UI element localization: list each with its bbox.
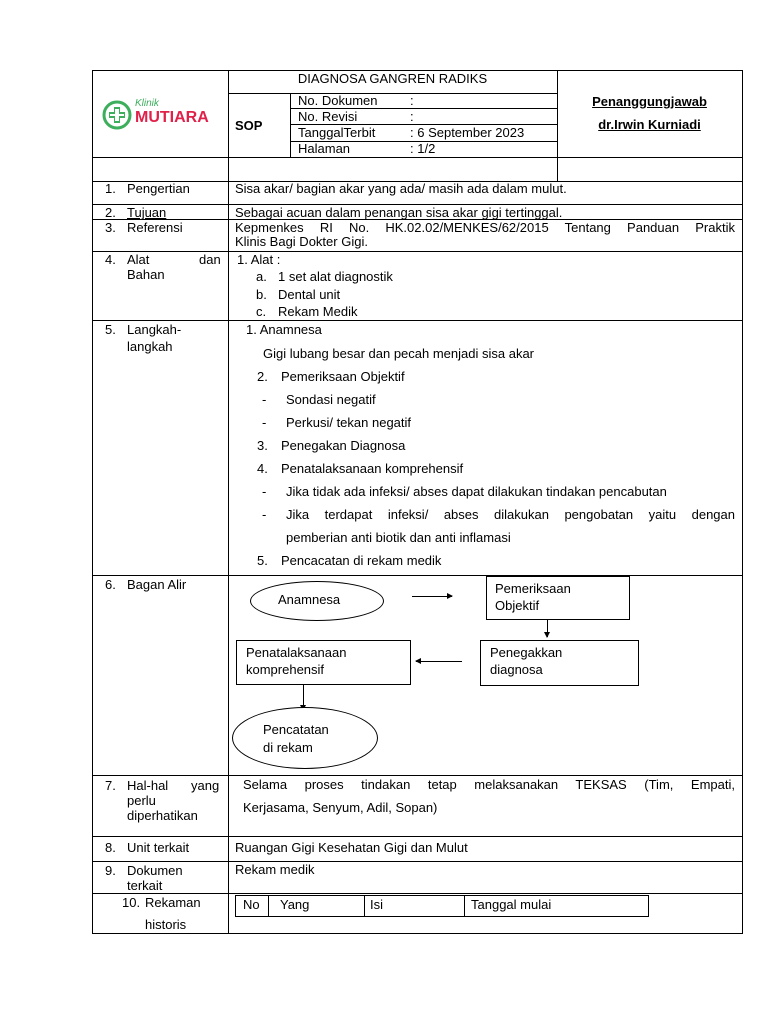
alat-item: 1 set alat diagnostik xyxy=(278,269,393,284)
flow-node-label: Pencatatan xyxy=(263,722,329,737)
row-label-diperhatikan: diperhatikan xyxy=(127,808,198,823)
step-marker: 5. xyxy=(257,553,268,568)
responsible-title: Penanggungjawab xyxy=(592,94,707,109)
pengertian-text: Sisa akar/ bagian akar yang ada/ masih ada dalam mulut. xyxy=(235,181,567,196)
step-subitem: Sondasi negatif xyxy=(286,392,376,407)
row-label-tujuan: Tujuan xyxy=(127,205,167,220)
meta-label-dokumen: No. Dokumen xyxy=(298,93,378,108)
step-bullet: - xyxy=(262,507,267,522)
flow-arrow-left xyxy=(416,661,462,662)
step-anamnesa: 1. Anamnesa xyxy=(246,322,322,337)
row-label-referensi: Referensi xyxy=(127,220,183,235)
hal-line-1: Selama proses tindakan tetap melaksanakan TEKSAS (Tim, Empati, xyxy=(243,777,735,792)
referensi-line-1: Kepmenkes RI No. HK.02.02/MENKES/62/2015 Tentang Panduan Praktik xyxy=(235,220,735,235)
step-subitem: Jika tidak ada infeksi/ abses dapat dilakukan tindakan pencabutan xyxy=(286,484,667,499)
tooth-cross-icon xyxy=(102,100,132,130)
flow-node-label: di rekam xyxy=(263,740,313,755)
sop-label: SOP xyxy=(235,118,263,133)
row-label-hal: Hal-hal xyxy=(127,778,169,793)
row-label-yang: yang xyxy=(191,778,220,793)
step-marker: 2. xyxy=(257,369,268,384)
alat-item: Dental unit xyxy=(278,287,341,302)
history-table xyxy=(235,895,649,917)
step-pencacatan: Pencacatan di rekam medik xyxy=(281,553,442,568)
step-pemeriksaan: Pemeriksaan Objektif xyxy=(281,369,405,384)
document-title: DIAGNOSA GANGREN RADIKS xyxy=(297,71,488,86)
step-subitem-line-1: Jika terdapat infeksi/ abses dilakukan pengobatan yaitu dengan xyxy=(286,507,735,522)
row-number: 10. xyxy=(122,895,141,910)
row-label-bagan: Bagan Alir xyxy=(127,577,187,592)
flow-node-pencatatan xyxy=(232,707,378,769)
logo-mutiara-text: MUTIARA xyxy=(135,109,209,126)
alat-item: Rekam Medik xyxy=(278,304,358,319)
row-label-rekaman: Rekaman xyxy=(145,895,201,910)
meta-label-halaman: Halaman xyxy=(298,141,351,156)
meta-label-revisi: No. Revisi xyxy=(298,109,358,124)
row-label-langkah: Langkah- xyxy=(127,322,182,337)
row-label-dokumen: Dokumen xyxy=(127,863,183,878)
row-label-alat: Alat xyxy=(127,252,150,267)
step-bullet: - xyxy=(262,415,267,430)
history-col-header: Isi xyxy=(370,897,383,912)
flow-arrow-right xyxy=(412,596,452,597)
step-marker: 3. xyxy=(257,438,268,453)
unit-text: Ruangan Gigi Kesehatan Gigi dan Mulut xyxy=(235,840,468,855)
alat-heading: 1. Alat : xyxy=(237,252,281,267)
row-number: 7. xyxy=(105,778,116,793)
flow-node-anamnesa-label: Anamnesa xyxy=(278,592,341,607)
meta-value-halaman: : 1/2 xyxy=(410,141,436,156)
flow-node-label: Objektif xyxy=(495,598,540,613)
flow-node-label: Pemeriksaan xyxy=(495,581,571,596)
meta-value-tanggal: : 6 September 2023 xyxy=(410,125,525,140)
row-label-terkait: terkait xyxy=(127,878,163,893)
hal-line-2: Kerjasama, Senyum, Adil, Sopan) xyxy=(243,800,438,815)
step-anamnesa-text: Gigi lubang besar dan pecah menjadi sisa akar xyxy=(263,346,535,361)
flow-node-label: Penegakkan xyxy=(490,645,563,660)
step-penatalaksanaan: Penatalaksanaan komprehensif xyxy=(281,461,464,476)
step-subitem: Perkusi/ tekan negatif xyxy=(286,415,412,430)
row-number: 1. xyxy=(105,181,116,196)
dokumen-text: Rekam medik xyxy=(235,862,315,877)
step-subitem-line-2: pemberian anti biotik dan anti inflamasi xyxy=(286,530,511,545)
row-label-unit: Unit terkait xyxy=(127,840,190,855)
meta-value-dokumen: : xyxy=(410,93,414,108)
row-number: 8. xyxy=(105,840,116,855)
flow-node-label: komprehensif xyxy=(246,662,325,677)
history-col-header: No xyxy=(243,897,260,912)
row-label-dan: dan xyxy=(199,252,221,267)
clinic-logo xyxy=(102,98,220,132)
history-col-header: Yang xyxy=(280,897,310,912)
history-col-header: Tanggal mulai xyxy=(471,897,552,912)
row-number: 9. xyxy=(105,863,116,878)
meta-value-revisi: : xyxy=(410,109,414,124)
row-number: 6. xyxy=(105,577,116,592)
tujuan-text: Sebagai acuan dalam penangan sisa akar gigi tertinggal. xyxy=(235,205,563,220)
row-label-bahan: Bahan xyxy=(127,267,165,282)
meta-label-tanggal: TanggalTerbit xyxy=(298,125,376,140)
alat-item-marker: b. xyxy=(256,287,267,302)
flow-node-label: Penatalaksanaan xyxy=(246,645,347,660)
responsible-name: dr.Irwin Kurniadi xyxy=(598,117,701,132)
flow-node-label: diagnosa xyxy=(490,662,543,677)
step-penegakan: Penegakan Diagnosa xyxy=(281,438,406,453)
step-bullet: - xyxy=(262,484,267,499)
row-number: 3. xyxy=(105,220,116,235)
row-label-pengertian: Pengertian xyxy=(127,181,190,196)
alat-item-marker: a. xyxy=(256,269,267,284)
row-number: 4. xyxy=(105,252,116,267)
row-number: 5. xyxy=(105,322,116,337)
row-label-langkah-2: langkah xyxy=(127,339,173,354)
row-label-historis: historis xyxy=(145,917,187,932)
row-label-perlu: perlu xyxy=(127,793,156,808)
logo-klinik-text: Klinik xyxy=(135,98,159,109)
row-number: 2. xyxy=(105,205,116,220)
step-bullet: - xyxy=(262,392,267,407)
alat-item-marker: c. xyxy=(256,304,267,319)
referensi-line-2: Klinis Bagi Dokter Gigi. xyxy=(235,234,368,249)
step-marker: 4. xyxy=(257,461,268,476)
flow-arrow-down xyxy=(547,620,548,637)
